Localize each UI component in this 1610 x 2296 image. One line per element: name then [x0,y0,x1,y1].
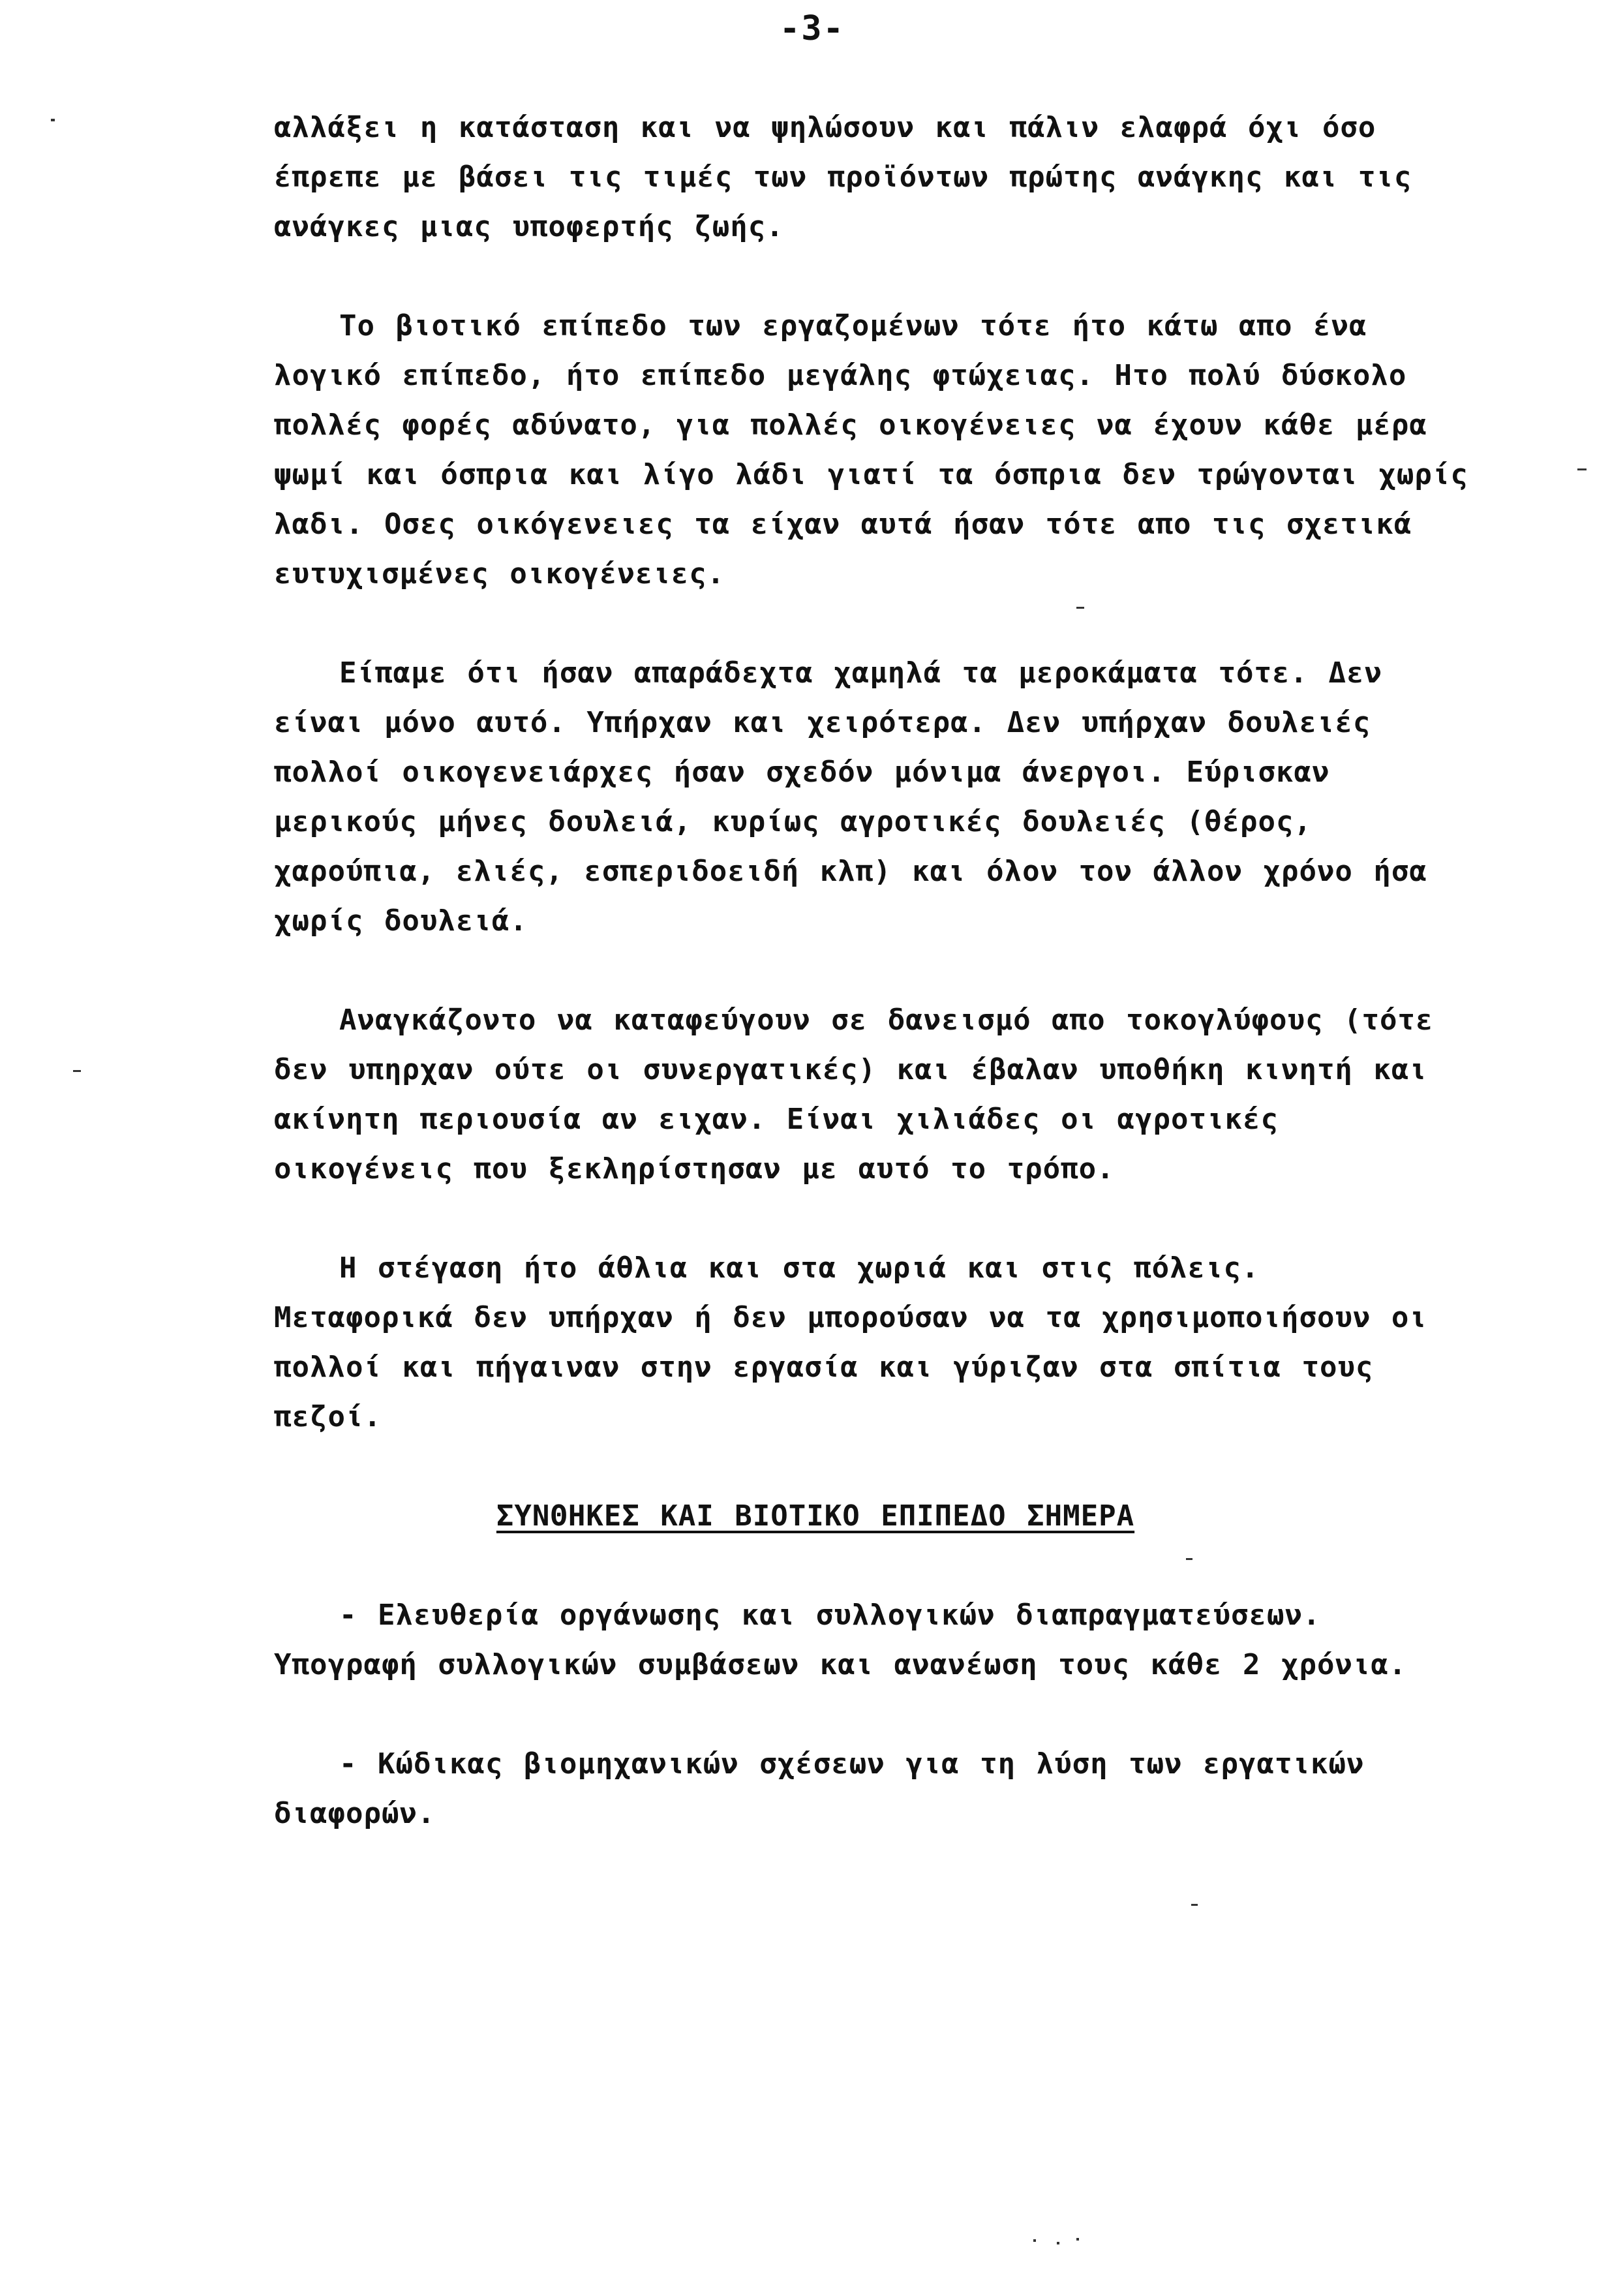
text-line: Υπογραφή συλλογικών συμβάσεων και ανανέωση τους κάθε 2 χρόνια. [274,1648,1407,1681]
paragraph-gap [274,946,1331,996]
text-line: χωρίς δουλειά. [274,904,528,938]
text-line: είναι μόνο αυτό. Υπήρχαν και χειρότερα. Δεν υπήρχαν δουλειές [274,706,1371,739]
text-line: - Κώδικας βιομηχανικών σχέσεων για τη λύση των εργατικών [339,1747,1365,1781]
scan-speck [1033,2239,1036,2242]
scan-speck [73,1070,81,1072]
scan-speck [1577,468,1587,470]
text-line: Το βιοτικό επίπεδο των εργαζομένων τότε ήτο κάτω απο ένα [339,309,1367,343]
paragraph-gap [274,1690,1331,1739]
section-heading: ΣΥΝΘΗΚΕΣ ΚΑΙ ΒΙΟΤΙΚΟ ΕΠΙΠΕΔΟ ΣΗΜΕΡΑ [496,1499,1135,1533]
scan-speck [1076,2238,1079,2241]
list-item [274,1739,1365,1839]
text-line: λογικό επίπεδο, ήτο επίπεδο μεγάλης φτώχειας. Ητο πολύ δύσκολο [274,359,1407,392]
list-item [274,1591,1407,1690]
text-line: ακίνητη περιουσία αν ειχαν. Είναι χιλιάδες οι αγροτικές [274,1103,1279,1136]
text-line: λαδι. Οσες οικόγενειες τα είχαν αυτά ήσαν τότε απο τις σχετικά [274,508,1412,541]
paragraph-gap [274,252,1331,301]
text-line: ανάγκες μιας υποφερτής ζωής. [274,210,784,243]
text-line: έπρεπε με βάσει τις τιμές των προϊόντων πρώτης ανάγκης και τις [274,161,1412,194]
paragraph-3 [274,649,1427,946]
text-line: πεζοί. [274,1400,382,1433]
text-line: πολλές φορές αδύνατο, για πολλές οικογένειες να έχουν κάθε μέρα [274,408,1427,442]
paragraph-gap [274,1194,1331,1244]
paragraph-gap [274,599,1331,649]
page-number: -3- [780,9,845,48]
text-line: μερικούς μήνες δουλειά, κυρίως αγροτικές δουλειές (θέρος, [274,805,1312,838]
paragraph-1 [274,103,1412,252]
text-line: χαρούπια, ελιές, εσπεριδοειδή κλπ) και όλον τον άλλον χρόνο ήσα [274,855,1427,888]
text-line: οικογένεις που ξεκληρίστησαν με αυτό το τρόπο. [274,1152,1115,1186]
text-line: δεν υπηρχαν ούτε οι συνεργατικές) και έβαλαν υποθήκη κινητή και [274,1053,1427,1086]
scan-speck [51,119,55,121]
text-line: πολλοί οικογενειάρχες ήσαν σχεδόν μόνιμα άνεργοι. Εύρισκαν [274,756,1330,789]
text-line: Μεταφορικά δεν υπήρχαν ή δεν μπορούσαν να τα χρησιμοποιήσουν οι [274,1301,1427,1334]
text-line: διαφορών. [274,1797,436,1830]
text-line: - Ελευθερία οργάνωσης και συλλογικών διαπραγματεύσεων. [339,1599,1321,1632]
text-line: ψωμί και όσπρια και λίγο λάδι γιατί τα όσπρια δεν τρώγονται χωρίς [274,458,1468,491]
text-line: Αναγκάζοντο να καταφεύγουν σε δανεισμό απο τοκογλύφους (τότε [339,1003,1434,1037]
paragraph-gap [274,1442,1331,1492]
document-body [274,103,1468,1839]
paragraph-4 [274,996,1434,1194]
paragraph-2 [274,301,1468,599]
text-line: Η στέγαση ήτο άθλια και στα χωριά και στις πόλεις. [339,1251,1260,1285]
text-line: αλλάξει η κατάσταση και να ψηλώσουν και πάλιν ελαφρά όχι όσο [274,111,1376,144]
scan-speck [1076,607,1084,609]
scan-speck [1057,2242,1059,2244]
text-line: ευτυχισμένες οικογένειες. [274,557,725,590]
paragraph-5 [274,1244,1427,1442]
text-line: Είπαμε ότι ήσαν απαράδεχτα χαμηλά τα μεροκάματα τότε. Δεν [339,656,1382,690]
scan-speck [1191,1904,1198,1906]
paragraph-gap [274,1541,1331,1591]
scan-speck [1186,1558,1192,1560]
text-line: πολλοί και πήγαιναν στην εργασία και γύριζαν στα σπίτια τους [274,1351,1374,1384]
